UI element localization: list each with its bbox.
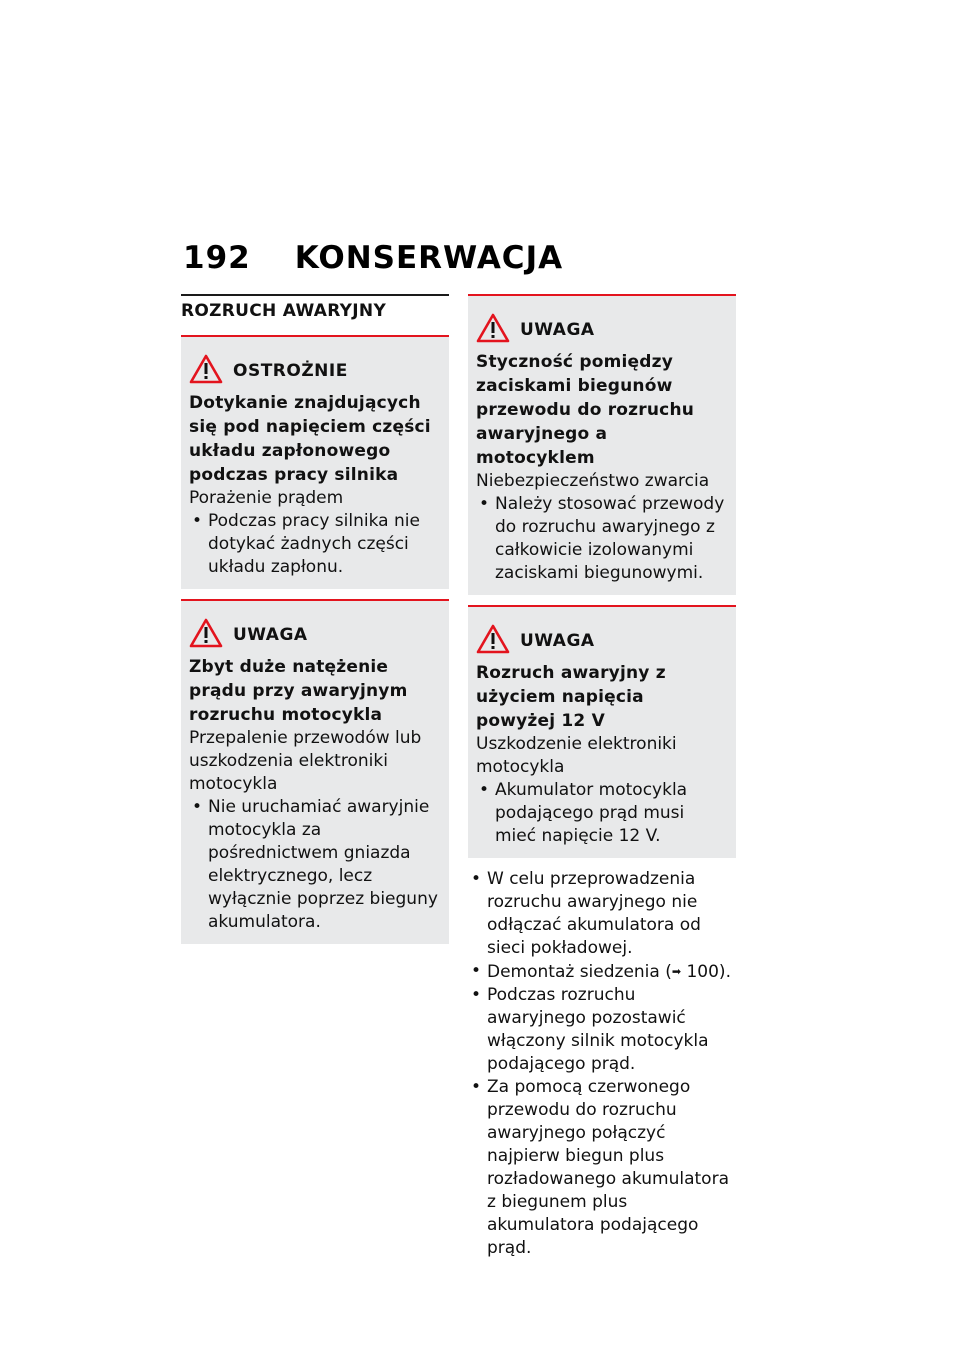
notice-title: Styczność pomiędzy zaciskami biegunów przewodu do rozruchu awaryjnego a motocyklem xyxy=(476,352,695,468)
page-header xyxy=(183,240,563,276)
notice-title: Dotykanie znajdujących się pod napięciem części układu zapłonowego podczas pracy silnika xyxy=(189,393,431,485)
arrow-right-icon[interactable]: ➡ xyxy=(671,965,682,978)
notice-header xyxy=(476,623,728,655)
notice-header xyxy=(189,617,441,649)
warning-triangle-icon xyxy=(189,354,223,384)
notice-header xyxy=(476,312,728,344)
chapter-title: KONSERWACJA xyxy=(294,240,564,276)
section-title: ROZRUCH AWARYJNY xyxy=(181,294,449,329)
step-item: • Za pomocą czerwonego przewodu do rozruchu awaryjnego połączyć najpierw biegun plus rozładowanego akumulatora z biegunem plus akumulatora podającego prąd. xyxy=(468,1076,736,1260)
caution-box xyxy=(181,335,449,589)
notice-label: OSTROŻNIE xyxy=(233,360,348,381)
page-number: 192 xyxy=(183,240,251,276)
notice-label: UWAGA xyxy=(520,630,595,651)
step-text: Demontaż siedzenia ( xyxy=(487,962,672,982)
attention-box xyxy=(468,294,736,595)
right-column xyxy=(468,294,736,1260)
notice-label: UWAGA xyxy=(520,319,595,340)
warning-triangle-icon xyxy=(189,618,223,648)
step-item: • Podczas rozruchu awaryjnego pozostawić włączony silnik motocykla podającego prąd. xyxy=(468,984,736,1076)
notice-bullet: • Akumulator motocykla podającego prąd musi mieć napięcie 12 V. xyxy=(476,779,728,848)
step-item: • W celu przeprowadzenia rozruchu awaryjnego nie odłączać akumulatora od sieci pokładowej. xyxy=(468,868,736,960)
attention-box xyxy=(468,605,736,858)
notice-title: Zbyt duże natężenie prądu przy awaryjnym rozruchu motocykla xyxy=(189,657,408,725)
notice-cause: Przepalenie przewodów lub uszkodzenia elektroniki motocykla xyxy=(189,728,422,794)
steps-list xyxy=(468,868,736,1260)
notice-bullet: • Należy stosować przewody do rozruchu awaryjnego z całkowicie izolowanymi zaciskami biegunowymi. xyxy=(476,493,728,585)
notice-bullet: • Podczas pracy silnika nie dotykać żadnych części układu zapłonu. xyxy=(189,510,441,579)
warning-triangle-icon xyxy=(476,624,510,654)
notice-title: Rozruch awaryjny z użyciem napięcia powyżej 12 V xyxy=(476,663,666,731)
notice-cause: Uszkodzenie elektroniki motocykla xyxy=(476,734,677,777)
attention-box xyxy=(181,599,449,944)
notice-cause: Porażenie prądem xyxy=(189,488,344,508)
page-reference[interactable]: 100). xyxy=(686,962,731,982)
step-item xyxy=(468,960,736,984)
notice-header xyxy=(189,353,441,385)
notice-bullet: • Nie uruchamiać awaryjnie motocykla za pośrednictwem gniazda elektrycznego, lecz wyłącznie poprzez bieguny akumulatora. xyxy=(189,796,441,934)
warning-triangle-icon xyxy=(476,313,510,343)
notice-cause: Niebezpieczeństwo zwarcia xyxy=(476,471,710,491)
notice-label: UWAGA xyxy=(233,624,308,645)
left-column xyxy=(181,294,449,954)
